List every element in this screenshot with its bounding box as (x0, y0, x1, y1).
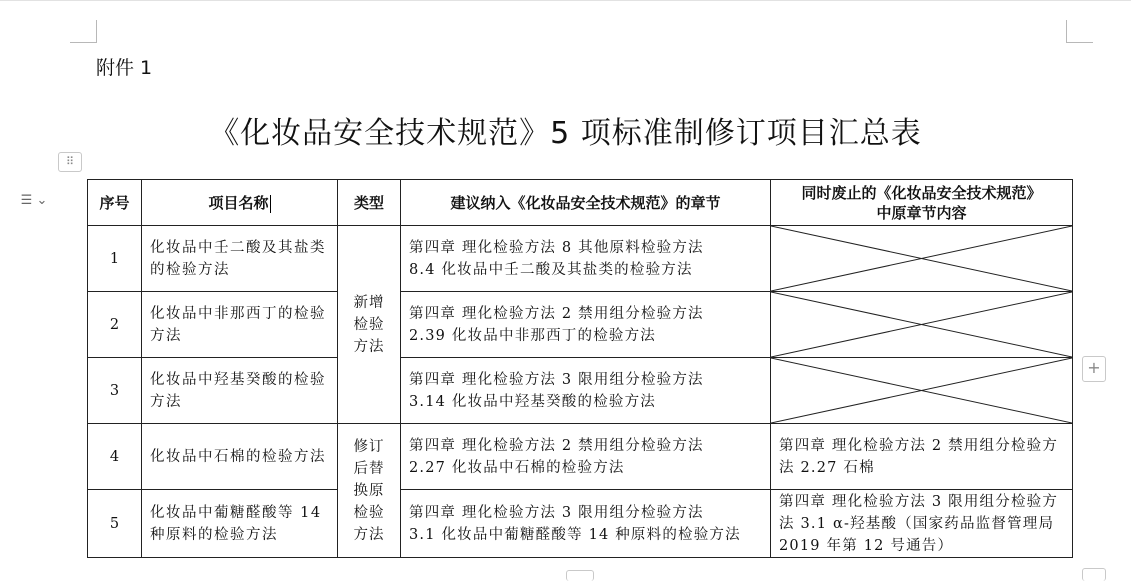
row-menu-icon[interactable]: ☰ ⌄ (14, 191, 54, 211)
row-chapter[interactable] (401, 226, 771, 292)
row-name[interactable]: 化妆品中羟基癸酸的检验方法 (142, 358, 338, 424)
header-name[interactable] (142, 180, 338, 226)
chapter-line: 第四章 理化检验方法 3 限用组分检验方法 (409, 371, 704, 388)
row-abolished[interactable]: 第四章 理化检验方法 3 限用组分检验方法 3.1 α-羟基酸（国家药品监督管理局 2019 年第 12 号通告） (771, 490, 1073, 558)
summary-table (87, 179, 1073, 558)
type-char-line: 方法 (353, 338, 385, 355)
header-abolished-line2: 中原章节内容 (876, 203, 967, 222)
row-name[interactable]: 化妆品中石棉的检验方法 (142, 424, 338, 490)
table-row (88, 226, 1073, 292)
header-name-label: 项目名称 (208, 193, 269, 212)
header-seq[interactable]: 序号 (88, 180, 142, 226)
type-char-line: 检验 (353, 504, 385, 521)
type-char-line: 新增 (353, 294, 385, 311)
chapter-line: 第四章 理化检验方法 8 其他原料检验方法 (409, 239, 704, 256)
type-char-line: 检验 (353, 316, 385, 333)
page-top-border (0, 0, 1131, 1)
row-name[interactable]: 化妆品中葡糖醛酸等 14 种原料的检验方法 (142, 490, 338, 558)
chapter-line: 第四章 理化检验方法 3 限用组分检验方法 (409, 504, 704, 521)
row-chapter[interactable] (401, 292, 771, 358)
type-char-line: 修订 (353, 438, 385, 455)
row-abolished-empty[interactable] (771, 226, 1073, 292)
table-row (88, 424, 1073, 490)
table-header-row (88, 180, 1073, 226)
chapter-line: 第四章 理化检验方法 2 禁用组分检验方法 (409, 437, 704, 454)
type-char-line: 方法 (353, 526, 385, 543)
header-abolished[interactable] (771, 180, 1073, 226)
row-abolished-empty[interactable] (771, 358, 1073, 424)
add-row-button[interactable] (566, 570, 594, 581)
row-seq[interactable]: 4 (88, 424, 142, 490)
chapter-line: 3.14 化妆品中羟基癸酸的检验方法 (409, 393, 656, 410)
row-chapter[interactable] (401, 358, 771, 424)
header-abolished-line1: 同时废止的《化妆品安全技术规范》 (801, 183, 1042, 202)
row-abolished[interactable]: 第四章 理化检验方法 2 禁用组分检验方法 2.27 石棉 (771, 424, 1073, 490)
row-name[interactable]: 化妆品中非那西丁的检验方法 (142, 292, 338, 358)
table-row (88, 292, 1073, 358)
type-group-new[interactable] (338, 226, 401, 424)
chapter-line: 第四章 理化检验方法 2 禁用组分检验方法 (409, 305, 704, 322)
add-table-button[interactable] (1082, 568, 1106, 581)
row-seq[interactable]: 2 (88, 292, 142, 358)
table-row (88, 490, 1073, 558)
text-cursor (270, 195, 271, 213)
row-abolished-empty[interactable] (771, 292, 1073, 358)
cross-out-icon (771, 358, 1072, 423)
row-seq[interactable]: 1 (88, 226, 142, 292)
cross-out-icon (771, 226, 1072, 291)
header-type[interactable]: 类型 (338, 180, 401, 226)
margin-corner-top-left (70, 20, 97, 43)
add-column-button[interactable]: + (1082, 356, 1106, 382)
table-move-handle-icon[interactable]: ⠿ (58, 152, 82, 172)
row-name[interactable]: 化妆品中壬二酸及其盐类的检验方法 (142, 226, 338, 292)
row-seq[interactable]: 3 (88, 358, 142, 424)
attachment-label: 附件 1 (96, 57, 153, 79)
row-chapter[interactable] (401, 424, 771, 490)
chapter-line: 3.1 化妆品中葡糖醛酸等 14 种原料的检验方法 (409, 526, 741, 543)
chapter-line: 2.27 化妆品中石棉的检验方法 (409, 459, 625, 476)
header-chapter[interactable]: 建议纳入《化妆品安全技术规范》的章节 (401, 180, 771, 226)
type-char-line: 后替 (353, 460, 385, 477)
type-char-line: 换原 (353, 482, 385, 499)
row-seq[interactable]: 5 (88, 490, 142, 558)
table-row (88, 358, 1073, 424)
chapter-line: 8.4 化妆品中壬二酸及其盐类的检验方法 (409, 261, 693, 278)
margin-corner-top-right (1066, 20, 1093, 43)
row-chapter[interactable] (401, 490, 771, 558)
cross-out-icon (771, 292, 1072, 357)
chapter-line: 2.39 化妆品中非那西丁的检验方法 (409, 327, 656, 344)
document-title: 《化妆品安全技术规范》5 项标准制修订项目汇总表 (209, 116, 922, 151)
type-group-revised[interactable] (338, 424, 401, 558)
